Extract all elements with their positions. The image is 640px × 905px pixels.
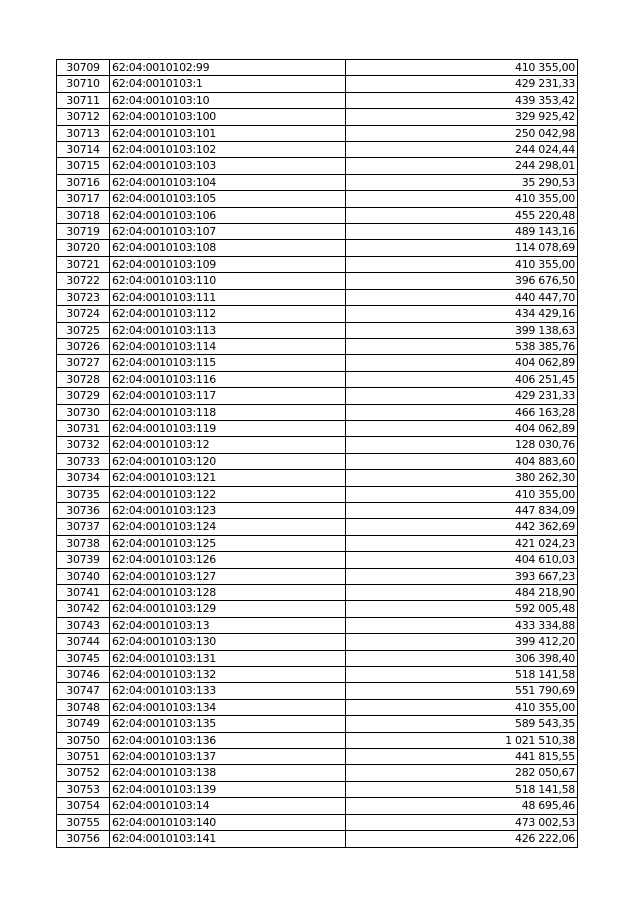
cadastral-number: 62:04:0010103:139 [110, 781, 346, 797]
row-number: 30728 [57, 371, 110, 387]
cadastral-number: 62:04:0010103:131 [110, 650, 346, 666]
row-number: 30747 [57, 683, 110, 699]
cadastral-number: 62:04:0010103:135 [110, 716, 346, 732]
table-row [57, 388, 578, 404]
cadastral-value: 434 429,16 [346, 306, 578, 322]
table-row [57, 453, 578, 469]
cadastral-value: 518 141,58 [346, 781, 578, 797]
table-row [57, 634, 578, 650]
table-row [57, 749, 578, 765]
table-row [57, 667, 578, 683]
cadastral-number: 62:04:0010103:14 [110, 798, 346, 814]
row-number: 30743 [57, 617, 110, 633]
row-number: 30755 [57, 814, 110, 830]
table-row [57, 338, 578, 354]
cadastral-number: 62:04:0010103:101 [110, 125, 346, 141]
table-row [57, 289, 578, 305]
table-row [57, 158, 578, 174]
cadastral-number: 62:04:0010103:111 [110, 289, 346, 305]
row-number: 30723 [57, 289, 110, 305]
cadastral-value: 466 163,28 [346, 404, 578, 420]
table-row [57, 60, 578, 76]
cadastral-value: 282 050,67 [346, 765, 578, 781]
row-number: 30750 [57, 732, 110, 748]
cadastral-number: 62:04:0010103:117 [110, 388, 346, 404]
cadastral-value: 429 231,33 [346, 76, 578, 92]
cadastral-number: 62:04:0010103:133 [110, 683, 346, 699]
cadastral-number: 62:04:0010103:122 [110, 486, 346, 502]
row-number: 30710 [57, 76, 110, 92]
cadastral-value-table [56, 59, 578, 848]
cadastral-number: 62:04:0010102:99 [110, 60, 346, 76]
cadastral-number: 62:04:0010103:124 [110, 519, 346, 535]
row-number: 30737 [57, 519, 110, 535]
row-number: 30717 [57, 191, 110, 207]
cadastral-number: 62:04:0010103:134 [110, 699, 346, 715]
cadastral-number: 62:04:0010103:121 [110, 470, 346, 486]
cadastral-value: 404 883,60 [346, 453, 578, 469]
row-number: 30721 [57, 256, 110, 272]
row-number: 30741 [57, 585, 110, 601]
cadastral-value: 244 024,44 [346, 142, 578, 158]
cadastral-number: 62:04:0010103:127 [110, 568, 346, 584]
row-number: 30712 [57, 109, 110, 125]
table-row [57, 502, 578, 518]
table-row [57, 683, 578, 699]
cadastral-number: 62:04:0010103:114 [110, 338, 346, 354]
cadastral-number: 62:04:0010103:118 [110, 404, 346, 420]
row-number: 30740 [57, 568, 110, 584]
cadastral-number: 62:04:0010103:100 [110, 109, 346, 125]
cadastral-value: 410 355,00 [346, 60, 578, 76]
table-row [57, 470, 578, 486]
cadastral-number: 62:04:0010103:108 [110, 240, 346, 256]
cadastral-number: 62:04:0010103:125 [110, 535, 346, 551]
cadastral-value: 399 412,20 [346, 634, 578, 650]
table-row [57, 371, 578, 387]
table-row [57, 174, 578, 190]
row-number: 30745 [57, 650, 110, 666]
cadastral-number: 62:04:0010103:13 [110, 617, 346, 633]
cadastral-number: 62:04:0010103:132 [110, 667, 346, 683]
cadastral-value: 396 676,50 [346, 273, 578, 289]
row-number: 30746 [57, 667, 110, 683]
cadastral-value: 410 355,00 [346, 191, 578, 207]
cadastral-number: 62:04:0010103:106 [110, 207, 346, 223]
row-number: 30742 [57, 601, 110, 617]
table-row [57, 191, 578, 207]
cadastral-value: 484 218,90 [346, 585, 578, 601]
row-number: 30756 [57, 831, 110, 847]
cadastral-value: 442 362,69 [346, 519, 578, 535]
table-row [57, 92, 578, 108]
table-row [57, 355, 578, 371]
cadastral-value: 592 005,48 [346, 601, 578, 617]
cadastral-number: 62:04:0010103:128 [110, 585, 346, 601]
cadastral-number: 62:04:0010103:109 [110, 256, 346, 272]
cadastral-value: 410 355,00 [346, 699, 578, 715]
cadastral-number: 62:04:0010103:105 [110, 191, 346, 207]
cadastral-value: 433 334,88 [346, 617, 578, 633]
cadastral-value: 429 231,33 [346, 388, 578, 404]
row-number: 30754 [57, 798, 110, 814]
table-row [57, 207, 578, 223]
cadastral-number: 62:04:0010103:12 [110, 437, 346, 453]
cadastral-number: 62:04:0010103:119 [110, 420, 346, 436]
cadastral-number: 62:04:0010103:137 [110, 749, 346, 765]
cadastral-value: 399 138,63 [346, 322, 578, 338]
cadastral-value: 306 398,40 [346, 650, 578, 666]
cadastral-value: 455 220,48 [346, 207, 578, 223]
cadastral-value: 114 078,69 [346, 240, 578, 256]
row-number: 30718 [57, 207, 110, 223]
table-row [57, 601, 578, 617]
table-row [57, 831, 578, 847]
cadastral-number: 62:04:0010103:116 [110, 371, 346, 387]
row-number: 30738 [57, 535, 110, 551]
cadastral-value: 421 024,23 [346, 535, 578, 551]
cadastral-value: 410 355,00 [346, 256, 578, 272]
cadastral-value: 128 030,76 [346, 437, 578, 453]
cadastral-number: 62:04:0010103:138 [110, 765, 346, 781]
cadastral-value: 410 355,00 [346, 486, 578, 502]
cadastral-number: 62:04:0010103:104 [110, 174, 346, 190]
cadastral-value: 1 021 510,38 [346, 732, 578, 748]
row-number: 30739 [57, 552, 110, 568]
table-row [57, 814, 578, 830]
table-row [57, 519, 578, 535]
cadastral-value: 439 353,42 [346, 92, 578, 108]
table-row [57, 585, 578, 601]
row-number: 30715 [57, 158, 110, 174]
table-row [57, 486, 578, 502]
table-row [57, 404, 578, 420]
cadastral-number: 62:04:0010103:107 [110, 224, 346, 240]
table-row [57, 716, 578, 732]
table-row [57, 437, 578, 453]
cadastral-number: 62:04:0010103:102 [110, 142, 346, 158]
row-number: 30709 [57, 60, 110, 76]
row-number: 30729 [57, 388, 110, 404]
table-row [57, 568, 578, 584]
table-row [57, 142, 578, 158]
table-row [57, 76, 578, 92]
cadastral-value: 489 143,16 [346, 224, 578, 240]
table-row [57, 109, 578, 125]
cadastral-value: 441 815,55 [346, 749, 578, 765]
cadastral-number: 62:04:0010103:130 [110, 634, 346, 650]
table-row [57, 420, 578, 436]
row-number: 30730 [57, 404, 110, 420]
table-row [57, 535, 578, 551]
row-number: 30711 [57, 92, 110, 108]
row-number: 30752 [57, 765, 110, 781]
row-number: 30735 [57, 486, 110, 502]
cadastral-value: 404 610,03 [346, 552, 578, 568]
table-row [57, 306, 578, 322]
row-number: 30751 [57, 749, 110, 765]
row-number: 30719 [57, 224, 110, 240]
cadastral-value: 250 042,98 [346, 125, 578, 141]
cadastral-value: 589 543,35 [346, 716, 578, 732]
cadastral-value: 48 695,46 [346, 798, 578, 814]
table-row [57, 732, 578, 748]
row-number: 30714 [57, 142, 110, 158]
table-row [57, 273, 578, 289]
cadastral-value: 447 834,09 [346, 502, 578, 518]
cadastral-number: 62:04:0010103:129 [110, 601, 346, 617]
cadastral-number: 62:04:0010103:110 [110, 273, 346, 289]
row-number: 30736 [57, 502, 110, 518]
cadastral-number: 62:04:0010103:1 [110, 76, 346, 92]
row-number: 30733 [57, 453, 110, 469]
cadastral-number: 62:04:0010103:126 [110, 552, 346, 568]
cadastral-value: 329 925,42 [346, 109, 578, 125]
cadastral-number: 62:04:0010103:112 [110, 306, 346, 322]
cadastral-value: 538 385,76 [346, 338, 578, 354]
cadastral-value: 406 251,45 [346, 371, 578, 387]
cadastral-value: 518 141,58 [346, 667, 578, 683]
table-row [57, 650, 578, 666]
cadastral-value: 473 002,53 [346, 814, 578, 830]
table-row [57, 256, 578, 272]
cadastral-value: 440 447,70 [346, 289, 578, 305]
row-number: 30748 [57, 699, 110, 715]
row-number: 30753 [57, 781, 110, 797]
row-number: 30722 [57, 273, 110, 289]
cadastral-number: 62:04:0010103:123 [110, 502, 346, 518]
table-row [57, 224, 578, 240]
table-row [57, 699, 578, 715]
cadastral-value: 551 790,69 [346, 683, 578, 699]
cadastral-number: 62:04:0010103:113 [110, 322, 346, 338]
cadastral-number: 62:04:0010103:140 [110, 814, 346, 830]
cadastral-number: 62:04:0010103:141 [110, 831, 346, 847]
cadastral-value: 380 262,30 [346, 470, 578, 486]
table-row [57, 781, 578, 797]
cadastral-number: 62:04:0010103:136 [110, 732, 346, 748]
cadastral-number: 62:04:0010103:10 [110, 92, 346, 108]
table-row [57, 240, 578, 256]
table-body [57, 60, 578, 848]
cadastral-value: 244 298,01 [346, 158, 578, 174]
cadastral-value: 393 667,23 [346, 568, 578, 584]
cadastral-value: 426 222,06 [346, 831, 578, 847]
row-number: 30727 [57, 355, 110, 371]
table-row [57, 765, 578, 781]
cadastral-value: 35 290,53 [346, 174, 578, 190]
cadastral-number: 62:04:0010103:103 [110, 158, 346, 174]
table-row [57, 125, 578, 141]
cadastral-value: 404 062,89 [346, 420, 578, 436]
row-number: 30725 [57, 322, 110, 338]
table-row [57, 798, 578, 814]
row-number: 30720 [57, 240, 110, 256]
row-number: 30713 [57, 125, 110, 141]
row-number: 30749 [57, 716, 110, 732]
cadastral-number: 62:04:0010103:115 [110, 355, 346, 371]
row-number: 30744 [57, 634, 110, 650]
row-number: 30731 [57, 420, 110, 436]
row-number: 30726 [57, 338, 110, 354]
table-row [57, 617, 578, 633]
row-number: 30732 [57, 437, 110, 453]
table-row [57, 552, 578, 568]
row-number: 30724 [57, 306, 110, 322]
table-row [57, 322, 578, 338]
row-number: 30734 [57, 470, 110, 486]
cadastral-number: 62:04:0010103:120 [110, 453, 346, 469]
row-number: 30716 [57, 174, 110, 190]
cadastral-value: 404 062,89 [346, 355, 578, 371]
